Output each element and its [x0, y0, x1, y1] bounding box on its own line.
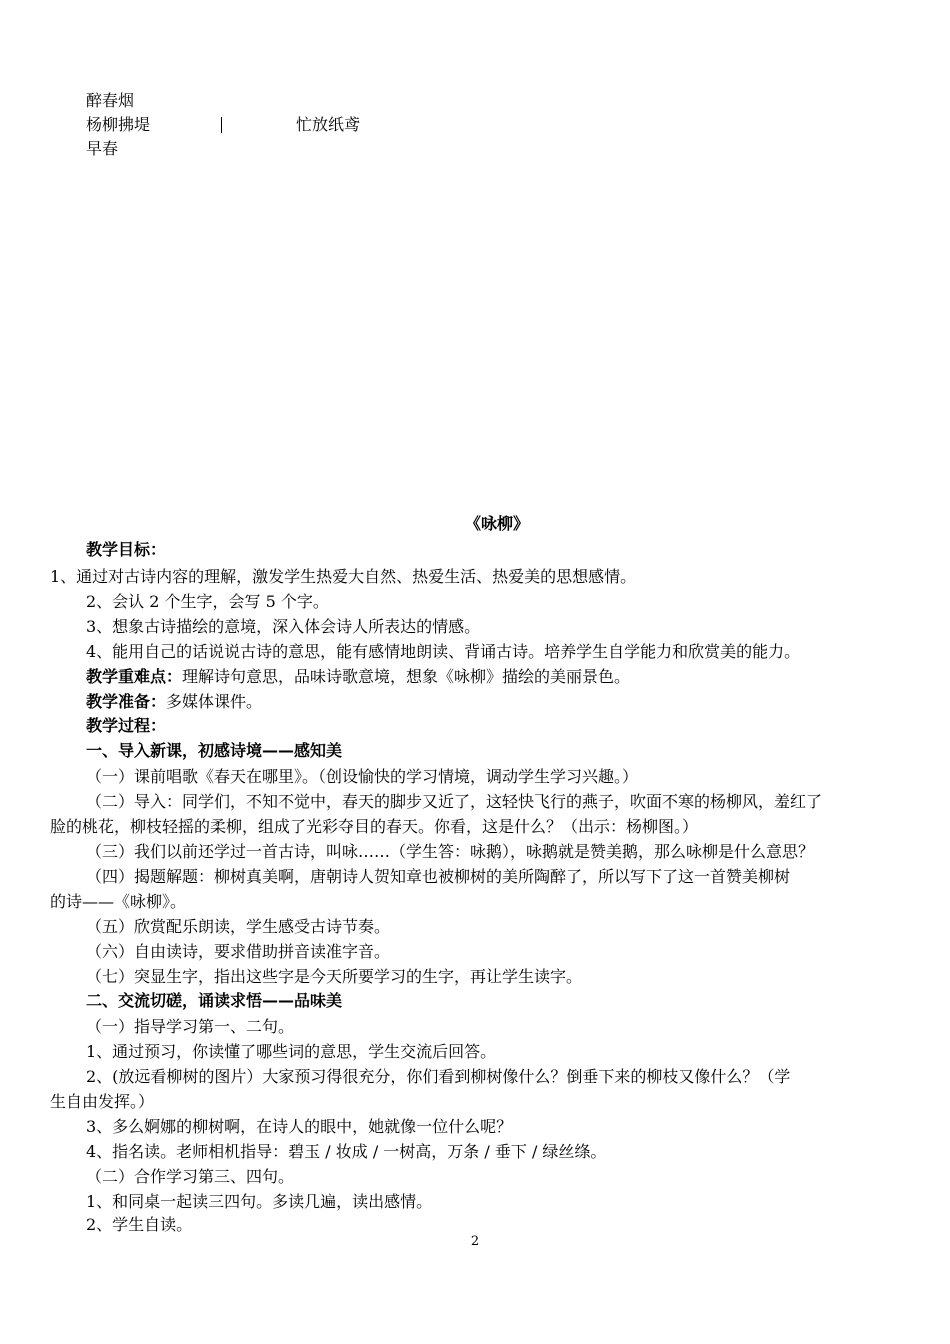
note-line-2-left: 杨柳拂堤: [86, 115, 151, 134]
goal-item: 4、能用自己的话说说古诗的意思，能有感情地朗读、背诵古诗。培养学生自学能力和欣赏美的能力。: [86, 642, 801, 661]
section2-line: 2、(放远看柳树的图片）大家预习得很充分，你们看到柳树像什么？倒垂下来的柳枝又像什么？（学: [86, 1067, 791, 1086]
section2-line: 2、学生自读。: [86, 1215, 193, 1234]
section1-heading: 一、导入新课，初感诗境——感知美: [86, 741, 343, 760]
lesson-title: 《咏柳》: [465, 514, 530, 533]
section2-line: 生自由发挥。）: [50, 1092, 155, 1111]
section1-line: 脸的桃花，柳枝轻摇的柔柳，组成了光彩夺目的春天。你看，这是什么？（出示：杨柳图。）: [50, 817, 699, 836]
goals-heading: 教学目标：: [86, 540, 167, 559]
section2-line: （二）合作学习第三、四句。: [86, 1167, 295, 1186]
page-number: 2: [470, 1234, 480, 1249]
section1-line: （三）我们以前还学过一首古诗，叫咏……（学生答：咏鹅），咏鹅就是赞美鹅，那么咏柳是什么意思？: [86, 842, 815, 861]
goal-item: 3、想象古诗描绘的意境，深入体会诗人所表达的情感。: [86, 617, 481, 636]
note-line-3: 早春: [86, 139, 119, 158]
section2-line: 1、通过预习，你读懂了哪些词的意思，学生交流后回答。: [86, 1042, 497, 1061]
section1-line: （一）课前唱歌《春天在哪里》。（创设愉快的学习情境，调动学生学习兴趣。）: [86, 767, 639, 786]
section2-line: （一）指导学习第一、二句。: [86, 1017, 295, 1036]
divider-bar: [221, 117, 222, 133]
section2-heading: 二、交流切磋，诵读求悟——品味美: [86, 991, 343, 1010]
section2-line: 4、指名读。老师相机指导：碧玉 / 妆成 / 一树高，万条 / 垂下 / 绿丝绦。: [86, 1142, 607, 1161]
section1-line: （二）导入：同学们，不知不觉中，春天的脚步又近了，这轻快飞行的燕子，吹面不寒的杨柳风，羞红了: [86, 792, 823, 811]
note-line-2-right: 忙放纸鸢: [296, 115, 361, 134]
prep-text: 多媒体课件。: [166, 692, 263, 711]
key-points: [86, 664, 630, 689]
goal-item: 2、会认 2 个生字，会写 5 个字。: [86, 592, 329, 611]
section1-line: （六）自由读诗，要求借助拼音读准字音。: [86, 942, 391, 961]
key-text: 理解诗句意思，品味诗歌意境，想象《咏柳》描绘的美丽景色。: [182, 667, 631, 686]
preparation: [86, 689, 262, 714]
section1-line: （五）欣赏配乐朗读，学生感受古诗节奏。: [86, 917, 391, 936]
section1-line: （七）突显生字，指出这些字是今天所要学习的生字，再让学生读字。: [86, 967, 583, 986]
section1-line: （四）揭题解题：柳树真美啊，唐朝诗人贺知章也被柳树的美所陶醉了，所以写下了这一首赞美柳树: [86, 867, 791, 886]
prep-label: 教学准备：: [86, 692, 167, 711]
section2-line: 1、和同桌一起读三四句。多读几遍，读出感情。: [86, 1192, 433, 1211]
section1-line: 的诗——《咏柳》。: [50, 892, 187, 911]
section2-line: 3、多么婀娜的柳树啊，在诗人的眼中，她就像一位什么呢？: [86, 1117, 513, 1136]
process-heading: 教学过程：: [86, 716, 167, 735]
key-label: 教学重难点：: [86, 667, 183, 686]
goal-item: 1、通过对古诗内容的理解，激发学生热爱大自然、热爱生活、热爱美的思想感情。: [50, 567, 637, 586]
note-line-1: 醉春烟: [86, 91, 135, 110]
